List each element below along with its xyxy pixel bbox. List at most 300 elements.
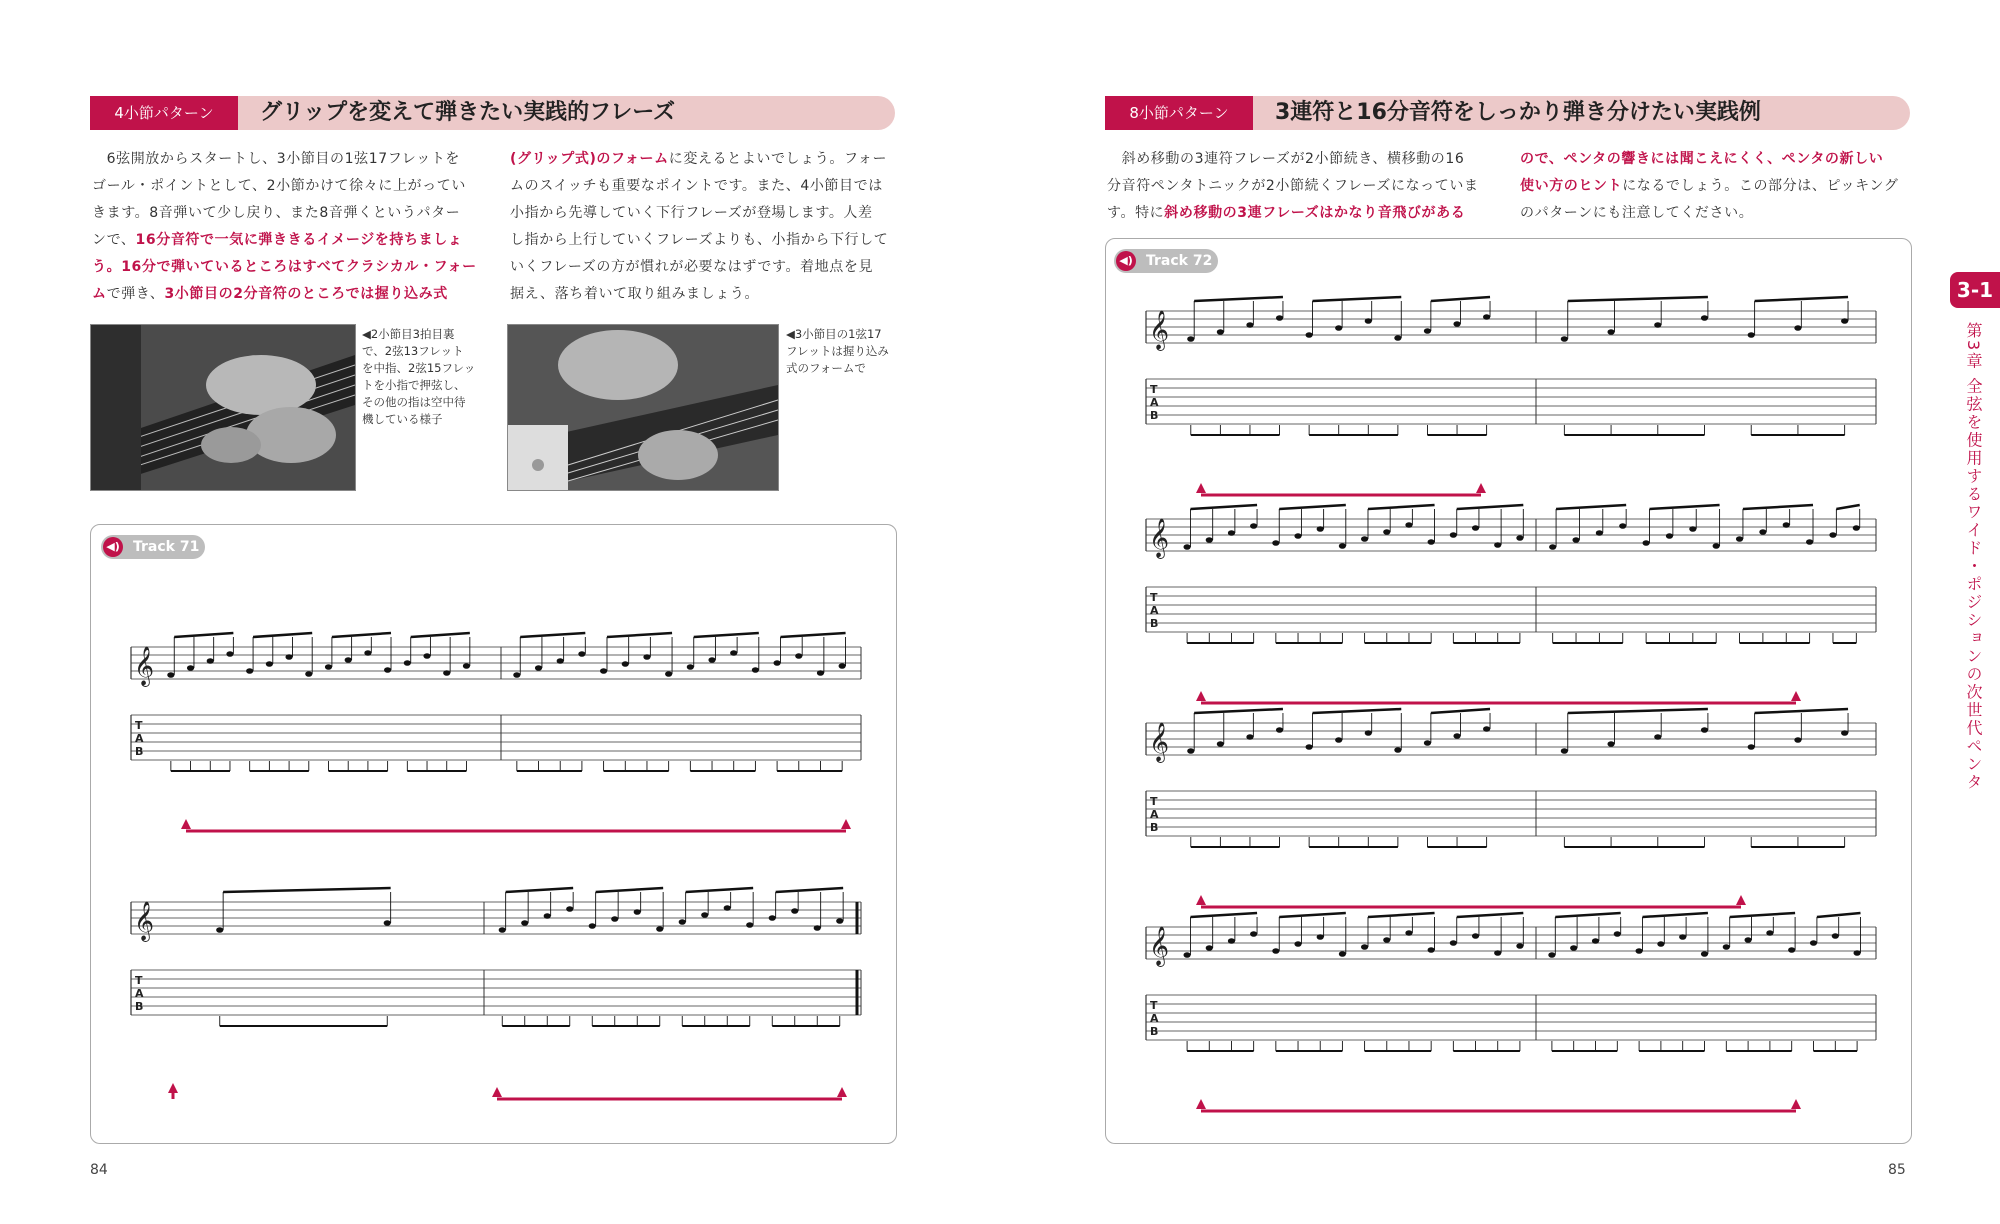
note-head [1516, 535, 1523, 541]
score-notation [1106, 239, 1911, 1143]
note-head [1561, 748, 1568, 754]
note-head [1788, 947, 1795, 953]
note-head [611, 916, 618, 922]
note-head [1187, 748, 1194, 754]
beam [1279, 913, 1346, 917]
note-head [839, 663, 846, 669]
beam [1313, 709, 1402, 713]
phrase-arrow-head [1736, 895, 1746, 905]
beam [1730, 913, 1795, 917]
note-head [207, 658, 214, 664]
score-box-track71 [90, 524, 897, 1144]
body-text-col1 [92, 146, 492, 308]
phrase-arrow-head [1791, 691, 1801, 701]
note-head [1549, 544, 1556, 550]
note-head [404, 660, 411, 666]
note-head [1701, 315, 1708, 321]
note-head [1548, 952, 1555, 958]
text-line [92, 200, 492, 227]
note-head [1306, 744, 1313, 750]
section-tag: 8小節パターン [1105, 96, 1253, 130]
note-head [521, 920, 528, 926]
beam [1190, 913, 1257, 917]
note-head [752, 667, 759, 673]
note-head [463, 663, 470, 669]
note-head [578, 651, 585, 657]
beam [223, 888, 391, 892]
note-head [1228, 938, 1235, 944]
note-head [1317, 934, 1324, 940]
beam [1190, 505, 1257, 509]
beam [1568, 297, 1708, 301]
note-head [1832, 933, 1839, 939]
note-head [1394, 335, 1401, 341]
note-head [1829, 532, 1836, 538]
score-notation [91, 525, 896, 1143]
beam [1755, 297, 1848, 301]
photo-caption-1 [362, 326, 492, 428]
note-head [746, 922, 753, 928]
note-head [1365, 318, 1372, 324]
guitar-photo-1 [90, 324, 356, 491]
tab-clef-b: B [1150, 821, 1159, 834]
note-head [589, 923, 596, 929]
text-line [92, 254, 492, 281]
text-line [1520, 200, 1920, 227]
note-head [364, 650, 371, 656]
note-head [1701, 951, 1708, 957]
note-head [1713, 543, 1720, 549]
text-line [510, 281, 900, 308]
beam [1457, 913, 1524, 917]
section-header [90, 96, 895, 130]
body-text: 6弦開放からスタートし、3小節目の1弦17フレットを [92, 151, 461, 167]
treble-clef: 𝄞 [134, 646, 155, 686]
tab-clef-b: B [1150, 1025, 1159, 1038]
track-label: Track 71 [133, 539, 200, 555]
body-text: ゴール・ポイントとして、2小節かけて徐々に上がってい [92, 178, 466, 194]
body-text: いくフレーズの方が慣れが必要なはずです。着地点を見 [510, 259, 874, 275]
beam [1431, 709, 1490, 713]
note-head [285, 654, 292, 660]
note-head [1394, 747, 1401, 753]
note-head [1841, 730, 1848, 736]
note-head [622, 661, 629, 667]
text-line [92, 227, 492, 254]
note-head [656, 926, 663, 932]
body-text: し指から上行していくフレーズよりも、小指から下行して [510, 232, 889, 248]
emphasis-text: 使い方のヒント [1520, 178, 1623, 194]
note-head [1794, 737, 1801, 743]
beam [1755, 709, 1848, 713]
note-head [1294, 533, 1301, 539]
right-page [1000, 0, 2000, 1224]
note-head [665, 671, 672, 677]
beam [1568, 709, 1708, 713]
tab-clef-b: B [135, 1000, 144, 1013]
body-text: す。特に [1107, 205, 1165, 221]
beam [1555, 913, 1620, 917]
beam [1650, 505, 1720, 509]
caption-line: 機している様子 [362, 412, 443, 426]
beam [174, 633, 233, 637]
beam [506, 888, 574, 892]
caption-line: トを小指で押弦し、 [362, 378, 466, 392]
note-head [384, 920, 391, 926]
note-head [1424, 740, 1431, 746]
note-head [1272, 540, 1279, 546]
beam [1194, 297, 1283, 301]
beam [1457, 505, 1524, 509]
beam [1836, 505, 1859, 509]
section-title-bar [238, 96, 895, 130]
text-line [1520, 173, 1920, 200]
beam [1368, 913, 1435, 917]
phrase-arrow-head [1791, 1099, 1801, 1109]
note-head [1217, 329, 1224, 335]
note-head [1619, 523, 1626, 529]
tab-clef-a: A [1150, 1012, 1159, 1025]
note-head [1424, 328, 1431, 334]
phrase-arrow-head [1196, 483, 1206, 493]
note-head [1339, 951, 1346, 957]
note-head [325, 664, 332, 670]
note-head [687, 664, 694, 670]
note-head [1654, 322, 1661, 328]
note-head [1643, 540, 1650, 546]
note-head [708, 657, 715, 663]
body-text-col1 [1107, 146, 1507, 227]
tab-clef-b: B [1150, 617, 1159, 630]
note-head [305, 671, 312, 677]
page-number: 84 [90, 1162, 108, 1178]
note-head [1516, 943, 1523, 949]
note-head [384, 667, 391, 673]
note-head [1365, 730, 1372, 736]
body-text: 据え、落ち着いて取り組みましょう。 [510, 286, 760, 302]
note-head [1654, 734, 1661, 740]
emphasis-text: う。16分で弾いているところはすべてクラシカル・フォー [92, 259, 477, 275]
text-line [1520, 146, 1920, 173]
caption-line: 式のフォームで [786, 361, 866, 375]
section-title: 3連符と16分音符をしっかり弾き分けたい実践例 [1275, 100, 1761, 125]
tab-clef-a: A [1150, 396, 1159, 409]
text-line [92, 281, 492, 308]
note-head [1472, 525, 1479, 531]
note-head [1217, 741, 1224, 747]
text-line [1107, 200, 1507, 227]
note-head [1748, 744, 1755, 750]
note-head [1745, 937, 1752, 943]
body-text: ンで、 [92, 232, 136, 248]
note-head [535, 665, 542, 671]
tab-clef-t: T [135, 719, 143, 732]
note-head [634, 909, 641, 915]
phrase-arrow-head [837, 1087, 847, 1097]
note-head [1607, 741, 1614, 747]
treble-clef: 𝄞 [1149, 722, 1170, 762]
beam [253, 633, 312, 637]
note-head [1405, 522, 1412, 528]
body-text: ムのスイッチも重要なポイントです。また、4小節目では [510, 178, 883, 194]
phrase-arrow-head [1476, 483, 1486, 493]
body-text: になるでしょう。この部分は、ピッキング [1622, 178, 1899, 194]
note-head [226, 651, 233, 657]
speaker-icon[interactable]: ◀) [1116, 251, 1136, 271]
phrase-arrow-head [841, 819, 851, 829]
note-head [246, 668, 253, 674]
note-head [1317, 526, 1324, 532]
caption-line: その他の指は空中待 [362, 395, 466, 409]
note-head [1361, 536, 1368, 542]
note-head [1572, 537, 1579, 543]
note-head [1183, 952, 1190, 958]
beam [776, 888, 844, 892]
body-text-col2 [1520, 146, 1920, 227]
beam [596, 888, 664, 892]
note-head [1794, 325, 1801, 331]
beam [1817, 913, 1861, 917]
note-head [1853, 525, 1860, 531]
note-head [1276, 315, 1283, 321]
phrase-arrow-head [1196, 895, 1206, 905]
tab-clef-t: T [1150, 999, 1158, 1012]
note-head [423, 653, 430, 659]
note-head [1453, 733, 1460, 739]
note-head [1689, 526, 1696, 532]
note-head [216, 927, 223, 933]
note-head [1428, 947, 1435, 953]
guitar-photo-2 [507, 324, 779, 491]
score-box-track72 [1105, 238, 1912, 1144]
note-head [1276, 727, 1283, 733]
speaker-icon[interactable]: ◀) [103, 537, 123, 557]
body-text: で弾き、 [106, 286, 165, 302]
treble-clef: 𝄞 [134, 901, 155, 941]
beam [1313, 297, 1402, 301]
treble-clef: 𝄞 [1149, 518, 1170, 558]
text-line [1107, 173, 1507, 200]
emphasis-text: (グリップ式)のフォーム [510, 151, 669, 167]
tab-clef-t: T [135, 974, 143, 987]
note-head [345, 657, 352, 663]
emphasis-text: ので、ペンタの響きには聞こえにくく、ペンタの新しい [1520, 151, 1884, 167]
note-head [167, 672, 174, 678]
emphasis-text: 16分音符で一気に弾ききるイメージを持ちましょ [135, 232, 463, 248]
note-head [1206, 945, 1213, 951]
phrase-arrow-head [1196, 691, 1206, 701]
note-head [600, 668, 607, 674]
emphasis-text: ム [92, 286, 107, 302]
note-head [1405, 930, 1412, 936]
note-head [1187, 336, 1194, 342]
note-head [187, 665, 194, 671]
beam [694, 633, 759, 637]
note-head [1614, 931, 1621, 937]
note-head [1383, 937, 1390, 943]
text-line [92, 173, 492, 200]
note-head [443, 670, 450, 676]
note-head [1183, 544, 1190, 550]
note-head [1723, 944, 1730, 950]
note-head [1246, 734, 1253, 740]
note-head [1570, 945, 1577, 951]
note-head [1272, 948, 1279, 954]
note-head [1246, 322, 1253, 328]
beam [1279, 505, 1346, 509]
note-head [1607, 329, 1614, 335]
beam [1431, 297, 1490, 301]
note-head [1636, 948, 1643, 954]
body-text: 小指から先導していく下行フレーズが登場します。人差 [510, 205, 873, 221]
note-head [1759, 529, 1766, 535]
chapter-title: 第3章 全弦を使用するワイド・ポジションの次世代ペンタ [1964, 322, 1983, 792]
tab-clef-t: T [1150, 591, 1158, 604]
text-line [510, 173, 900, 200]
section-tag: 4小節パターン [90, 96, 238, 130]
treble-clef: 𝄞 [1149, 310, 1170, 350]
section-header [1105, 96, 1910, 130]
body-text: 斜め移動の3連符フレーズが2小節続き、横移動の16 [1107, 151, 1465, 167]
page-number: 85 [1888, 1162, 1906, 1178]
note-head [1250, 523, 1257, 529]
beam [1368, 505, 1435, 509]
caption-line: で、2弦13フレット [362, 344, 464, 358]
note-head [773, 660, 780, 666]
note-head [836, 918, 843, 924]
note-head [1453, 321, 1460, 327]
beam [332, 633, 391, 637]
note-head [1450, 940, 1457, 946]
beam [780, 633, 845, 637]
tab-clef-t: T [1150, 795, 1158, 808]
note-head [1666, 533, 1673, 539]
phrase-arrow-head [1196, 1099, 1206, 1109]
track-label: Track 72 [1146, 253, 1213, 269]
beam [1194, 709, 1283, 713]
note-head [1428, 539, 1435, 545]
note-head [1561, 336, 1568, 342]
note-head [769, 915, 776, 921]
note-head [1494, 542, 1501, 548]
phrase-arrow-head [492, 1087, 502, 1097]
text-line [510, 254, 900, 281]
phrase-arrow-head [181, 819, 191, 829]
text-line [92, 146, 492, 173]
beam [1643, 913, 1708, 917]
note-head [1472, 933, 1479, 939]
tab-clef-a: A [1150, 604, 1159, 617]
note-head [1806, 539, 1813, 545]
note-head [679, 919, 686, 925]
note-head [513, 672, 520, 678]
text-line [510, 200, 900, 227]
note-head [499, 927, 506, 933]
note-head [791, 908, 798, 914]
note-head [1679, 934, 1686, 940]
note-head [1494, 950, 1501, 956]
body-text-col2 [510, 146, 900, 308]
caption-line: を中指、2弦15フレッ [362, 361, 476, 375]
chapter-tab[interactable]: 3-1 [1950, 272, 2000, 308]
note-head [1294, 941, 1301, 947]
note-head [557, 658, 564, 664]
note-head [1335, 737, 1342, 743]
beam [607, 633, 672, 637]
body-text: きます。8音弾いて少し戻り、また8音弾くというパター [92, 205, 461, 221]
tab-clef-a: A [135, 732, 144, 745]
note-head [1335, 325, 1342, 331]
beam [411, 633, 470, 637]
body-text: に変えるとよいでしょう。フォー [668, 151, 888, 167]
note-head [1250, 931, 1257, 937]
beam [520, 633, 585, 637]
tab-clef-a: A [135, 987, 144, 1000]
text-line [510, 146, 900, 173]
tab-clef-a: A [1150, 808, 1159, 821]
note-head [1736, 536, 1743, 542]
note-head [1450, 532, 1457, 538]
emphasis-text: 斜め移動の3連フレーズはかなり音飛びがある [1164, 205, 1466, 221]
note-head [795, 653, 802, 659]
caption-line: ◀2小節目3拍目裏 [362, 327, 455, 341]
text-line [510, 227, 900, 254]
note-head [266, 661, 273, 667]
note-head [817, 670, 824, 676]
note-head [1383, 529, 1390, 535]
note-head [1483, 314, 1490, 320]
note-head [1783, 522, 1790, 528]
caption-line: ◀3小節目の1弦17 [786, 327, 882, 341]
note-head [643, 654, 650, 660]
note-head [1766, 930, 1773, 936]
note-head [566, 906, 573, 912]
note-head [1228, 530, 1235, 536]
note-head [724, 905, 731, 911]
note-head [1306, 332, 1313, 338]
note-head [701, 912, 708, 918]
beam [1743, 505, 1813, 509]
note-head [1361, 944, 1368, 950]
photo-caption-2 [786, 326, 906, 377]
note-head [1592, 938, 1599, 944]
note-head [1841, 318, 1848, 324]
caption-line: フレットは握り込み [786, 344, 889, 358]
beam [686, 888, 754, 892]
tab-clef-t: T [1150, 383, 1158, 396]
emphasis-text: 3小節目の2分音符のところでは握り込み式 [164, 286, 448, 302]
note-head [1206, 537, 1213, 543]
note-head [1596, 530, 1603, 536]
tab-clef-b: B [1150, 409, 1159, 422]
note-head [1854, 950, 1861, 956]
note-head [1483, 726, 1490, 732]
note-head [1339, 543, 1346, 549]
beam [1556, 505, 1626, 509]
note-head [814, 925, 821, 931]
note-head [1748, 332, 1755, 338]
text-line [1107, 146, 1507, 173]
body-text: 分音符ペンタトニックが2小節続くフレーズになっていま [1107, 178, 1479, 194]
note-head [1657, 941, 1664, 947]
note-head [544, 913, 551, 919]
section-title: グリップを変えて弾きたい実践的フレーズ [260, 100, 676, 125]
treble-clef: 𝄞 [1149, 926, 1170, 966]
body-text: のパターンにも注意してください。 [1520, 205, 1754, 221]
note-head [1701, 727, 1708, 733]
note-head [1810, 940, 1817, 946]
section-title-bar [1253, 96, 1910, 130]
